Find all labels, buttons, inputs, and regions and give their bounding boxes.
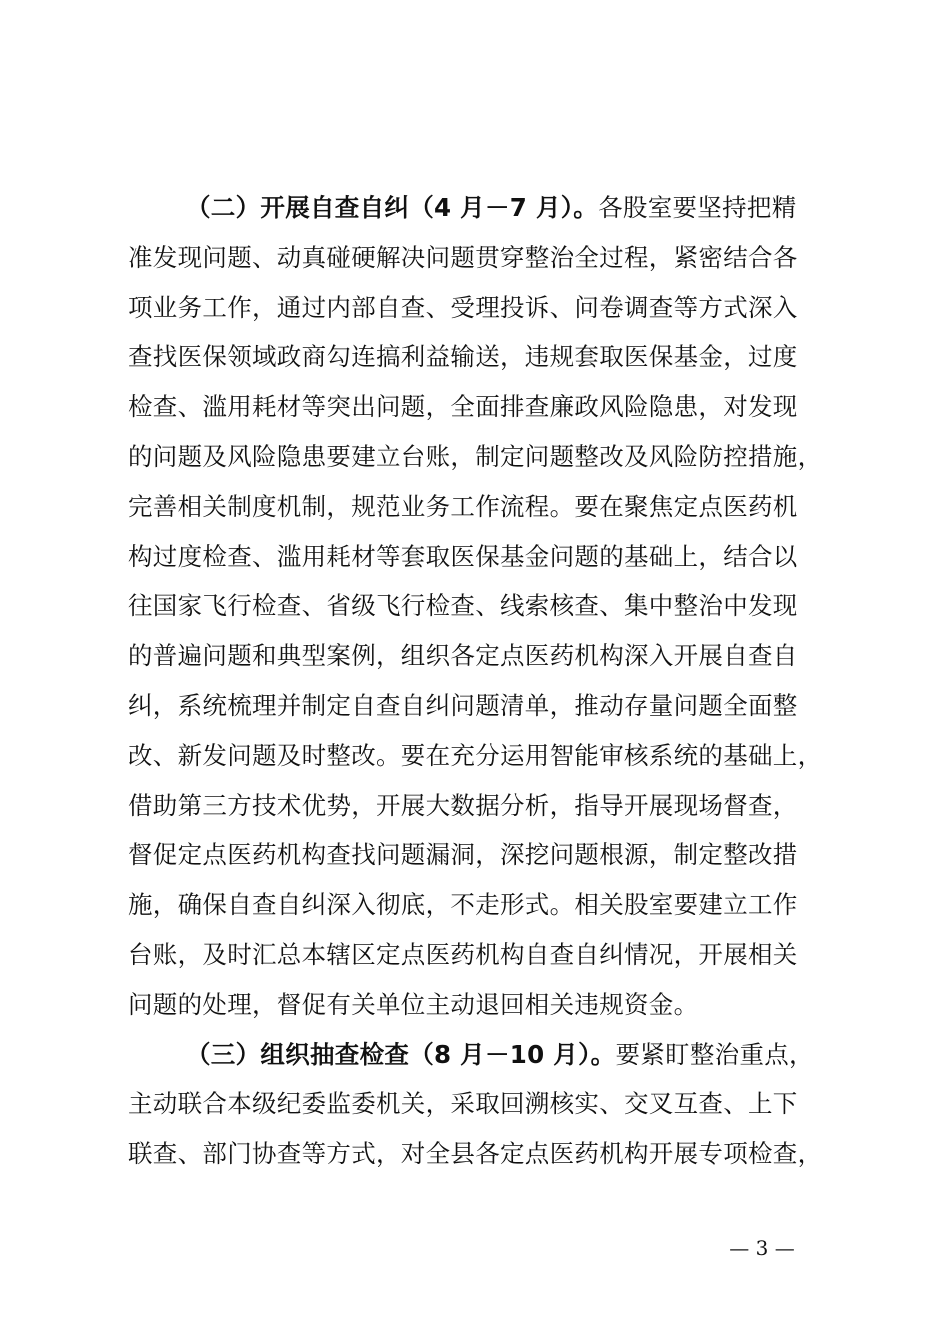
paragraph-line: 借助第三方技术优势，开展大数据分析，指导开展现场督查， [128, 790, 798, 820]
paragraph-line: 查找医保领域政商勾连搞利益输送，违规套取医保基金，过度 [128, 342, 798, 372]
document-body [128, 183, 848, 1179]
section-heading: （二）开展自查自纠（4 月－7 月）。 [186, 193, 599, 222]
paragraph-line: 施，确保自查自纠深入彻底，不走形式。相关股室要建立工作 [128, 890, 798, 920]
paragraph-line [128, 183, 848, 233]
paragraph-line: 联查、部门协查等方式，对全县各定点医药机构开展专项检查， [128, 1139, 823, 1169]
paragraph-line: 往国家飞行检查、省级飞行检查、线索核查、集中整治中发现 [128, 591, 798, 621]
line-text: 要紧盯整治重点， [615, 1039, 814, 1069]
paragraph-line [128, 1030, 848, 1080]
paragraph-line: 项业务工作，通过内部自查、受理投诉、问卷调查等方式深入 [128, 292, 798, 322]
paragraph-line: 纠，系统梳理并制定自查自纠问题清单，推动存量问题全面整 [128, 690, 798, 720]
section-heading: （三）组织抽查检查（8 月－10 月）。 [186, 1039, 616, 1069]
paragraph-line: 改、新发问题及时整改。要在充分运用智能审核系统的基础上， [128, 740, 823, 770]
paragraph-line: 主动联合本级纪委监委机关，采取回溯核实、交叉互查、上下 [128, 1089, 798, 1119]
line-text: 各股室要坚持把精 [598, 193, 797, 222]
paragraph-line: 的问题及风险隐患要建立台账，制定问题整改及风险防控措施， [128, 441, 823, 471]
page-number: — 3 — [729, 1236, 795, 1260]
paragraph-line: 检查、滥用耗材等突出问题，全面排查廉政风险隐患，对发现 [128, 392, 798, 422]
paragraph-line: 准发现问题、动真碰硬解决问题贯穿整治全过程，紧密结合各 [128, 242, 798, 272]
paragraph-line: 构过度检查、滥用耗材等套取医保基金问题的基础上，结合以 [128, 541, 798, 571]
paragraph-line: 督促定点医药机构查找问题漏洞，深挖问题根源，制定整改措 [128, 840, 798, 870]
paragraph-line: 完善相关制度机制，规范业务工作流程。要在聚焦定点医药机 [128, 491, 798, 521]
paragraph-line: 的普遍问题和典型案例，组织各定点医药机构深入开展自查自 [128, 641, 798, 671]
paragraph-line: 问题的处理，督促有关单位主动退回相关违规资金。 [128, 989, 699, 1019]
paragraph-line: 台账，及时汇总本辖区定点医药机构自查自纠情况，开展相关 [128, 939, 798, 969]
